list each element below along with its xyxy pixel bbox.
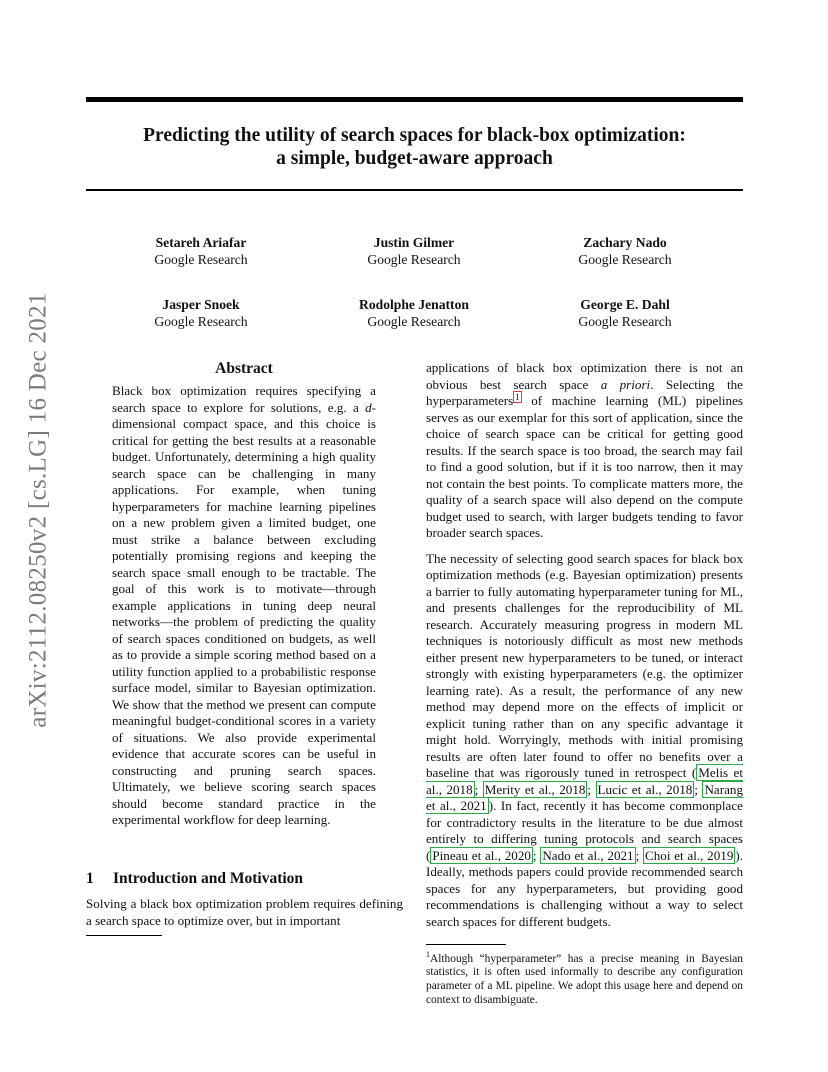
arxiv-identifier [19,290,59,730]
section-heading [86,870,406,888]
p2-text-a: The necessity of selecting good search spaces for black box optimization methods (e.g. Bayesian optimization) presents a barrier to fully automating hyperparameter tuning for ML, and presents challenges for the reproducibility of ML research. Accurately measuring progress in modern ML techniques is notoriously difficult as most new methods either present new hyperparameters to be tuned, or interact strongly with existing hyperparameters (e.g. the optimizer learning rate). As a result, the performance of any new method may depend more on the effects of implicit or explicit tuning rather than on any specific advantage it might hold. Worryingly, methods with initial promising results are often later found to offer no benefits over a baseline that was rigorously tuned in retrospect ( [426,550,743,780]
author-5 [329,296,499,330]
intro-text: Solving a black box optimization problem requires defining a search space to optimize over, but in important [86,896,403,928]
abstract-text-1: Black box optimization requires specifying a search space to explore for solutions, e.g. a [112,383,376,415]
footnote-ref-link[interactable]: 1 [515,391,520,402]
abstract-body [112,383,376,829]
p2-text-b: ). In fact, recently it has become commonplace for contradictory results in the literature to be due almost entirely to differing tuning protocols and search spaces ( [426,798,743,863]
author-affiliation: Google Research [154,314,248,329]
title-top-rule [86,97,743,102]
citation-link[interactable]: Nado et al., 2021 [542,847,634,863]
p1-text-b: . Selecting the hyperparameters [426,376,743,408]
author-name: Justin Gilmer [373,235,455,250]
footnote-rule-left [86,935,162,936]
author-name: Rodolphe Jenatton [359,297,469,312]
footnote-rule-right [426,944,506,945]
author-6 [540,296,710,330]
p1-text-a: applications of black box optimization there is not an obvious best search space [426,360,743,392]
citation-link[interactable]: Pineau et al., 2020 [432,847,531,863]
author-2 [329,234,499,268]
section-number: 1 [86,870,94,887]
right-column [426,360,743,939]
abstract-heading: Abstract [215,360,273,377]
title-line-2: a simple, budget-aware approach [276,148,553,169]
citation-link[interactable]: Melis et al., 2018 [426,765,743,797]
title-bottom-rule [86,189,743,191]
author-1 [116,234,286,268]
title-line-1: Predicting the utility of search spaces for black-box optimization: [143,125,686,146]
p1-text-c: of machine learning (ML) pipelines serves as our exemplar for this sort of application, since the choice of search space can be critical for getting good results. If the search space is too broad, the search may fail to find a good solution, but if it is too narrow, then it may not contain the best points. To complicate matters more, the quality of a search space will also depend on the compute budget used to search, with larger budgets tending to favor broader search spaces. [426,393,743,540]
citation-link[interactable]: Choi et al., 2019 [645,847,734,863]
p2-text-c: ). Ideally, methods papers could provide recommended search spaces for any hyperparameters, but providing good recommendations is challenging without a way to select search spaces for different budgets. [426,847,744,929]
author-name: Zachary Nado [583,235,667,250]
section-title: Introduction and Motivation [113,870,304,887]
author-name: Jasper Snoek [162,297,240,312]
footnote [426,948,743,1007]
arxiv-id-text: arXiv:2112.08250v2 [cs.LG] 16 Dec 2021 [25,292,53,728]
author-affiliation: Google Research [578,252,672,267]
citation-link[interactable]: Merity et al., 2018 [484,781,586,797]
footnote-text: Although “hyperparameter” has a precise meaning in Bayesian statistics, it is often used informally to describe any configuration parameter of a ML pipeline. We adopt this usage here and depend on context to disambiguate. [426,952,743,1006]
author-name: George E. Dahl [580,297,670,312]
author-affiliation: Google Research [154,252,248,267]
citation-link[interactable]: Narang et al., 2021 [426,781,744,813]
p1-italic: a priori [600,376,651,392]
author-4 [116,296,286,330]
author-affiliation: Google Research [578,314,672,329]
abstract-text-2: -dimensional compact space, and this choice is critical for getting the best results at a reasonable budget. Unfortunately, determining a high quality search space can be challenging in many applications. For example, when tuning hyperparameters for machine learning pipelines on a new problem given a limited budget, one must strike a balance between excluding potentially promising regions and keeping the search space small enough to be tractable. The goal of this work is to motivate—through example applications in tuning deep neural networks—the problem of predicting the quality of search spaces conditioned on budgets, as well as to provide a simple scoring method based on a utility function applied to a probabilistic response surface model, similar to Bayesian optimization. We show that the method we present can compute meaningful budget-conditional scores in a variety of situations. We also provide experimental evidence that accurate scores can be useful in constructing and pruning search spaces. Ultimately, we believe scoring search spaces should become standard practice in the experimental workflow for deep learning. [112,399,376,827]
author-affiliation: Google Research [367,314,461,329]
author-3 [540,234,710,268]
paragraph-1 [426,360,743,542]
footnote-mark: 1 [426,950,430,959]
abstract-italic-d: d [365,399,372,415]
paper-title [86,124,743,170]
author-affiliation: Google Research [367,252,461,267]
citation-link[interactable]: Lucic et al., 2018 [597,781,693,797]
paragraph-2: The necessity of selecting good search spaces for black box optimization methods (e.g. Bayesian optimization) presents a barrier to fully automating hyperparameter tuning for ML, and presents challenges for the reproducibility of ML research. Accurately measuring progress in modern ML techniques is notoriously difficult as most new methods either present new hyperparameters to be tuned, or interact strongly with existing hyperparameters (e.g. the optimizer learning rate). As a result, the performance of any new method may depend more on the effects of implicit or explicit tuning rather than on any specific advantage it might hold. Worryingly, methods with initial promising results are often later found to offer no benefits over a baseline that was rigorously tuned in retrospect ( Melis et al., 2018 ; Merity et al., 2018 ; Lucic et al., 2018 ; Narang et al., 2021 ). In fact, recently it has become commonplace for contradictory results in the literature to be due almost entirely to differing tuning protocols and search spaces ( Pineau et al., 2020 ; Nado et al., 2021 ; Choi et al., 2019 ). Ideally, methods papers could provide recommended search spaces for any hyperparameters, but providing good recommendations is challenging without a way to select search spaces for different budgets. [426,550,744,929]
author-name: Setareh Ariafar [155,235,247,250]
